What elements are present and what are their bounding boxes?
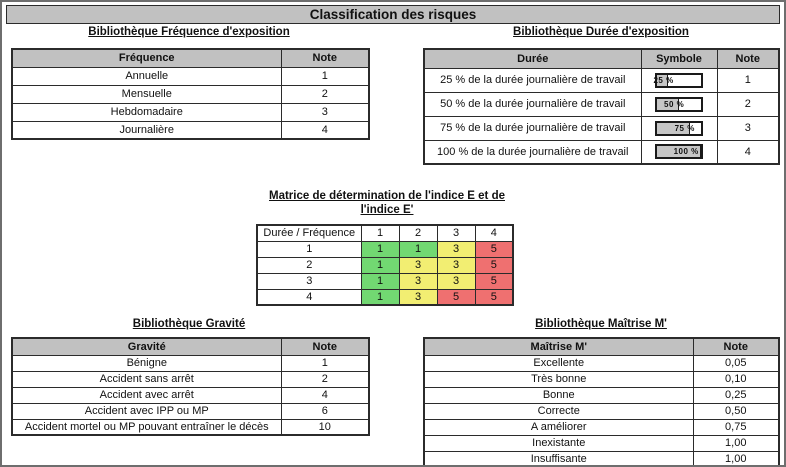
duree-label: 25 % de la durée journalière de travail (424, 68, 641, 92)
duree-label: 50 % de la durée journalière de travail (424, 92, 641, 116)
duration-symbol-25 (655, 73, 703, 88)
note-value: 0,75 (693, 419, 779, 435)
table-row (424, 403, 779, 419)
note-value: 3 (717, 116, 779, 140)
symbol-label: 25 % (653, 75, 674, 85)
maitrise-heading: Bibliothèque Maîtrise M' (535, 318, 667, 330)
table-row (257, 273, 513, 289)
maitrise-label: Correcte (424, 403, 693, 419)
maitrise-label: Très bonne (424, 371, 693, 387)
note-column-header: Note (693, 338, 779, 355)
note-value: 10 (281, 419, 369, 435)
note-value: 4 (281, 387, 369, 403)
note-value: 2 (281, 371, 369, 387)
table-row (424, 68, 779, 92)
header-row (424, 338, 779, 355)
duree-table (423, 48, 780, 165)
matrice-col-header: 3 (437, 225, 475, 241)
table-row (12, 103, 369, 121)
matrice-cell: 1 (361, 273, 399, 289)
table-row (12, 419, 369, 435)
maitrise-label: Bonne (424, 387, 693, 403)
duration-symbol-50 (655, 97, 703, 112)
matrice-heading-line2: l'indice E' (360, 204, 414, 216)
maitrise-column-header: Maîtrise M' (424, 338, 693, 355)
matrice-cell: 5 (475, 257, 513, 273)
matrice-cell: 3 (437, 241, 475, 257)
gravite-label: Accident mortel ou MP pouvant entraîner le décès (12, 419, 281, 435)
symbole-column-header: Symbole (641, 49, 717, 68)
matrice-cell: 1 (361, 241, 399, 257)
gravite-column-header: Gravité (12, 338, 281, 355)
table-row (12, 355, 369, 371)
header-row (257, 225, 513, 241)
note-value: 1 (281, 67, 369, 85)
matrice-cell: 3 (399, 273, 437, 289)
note-value: 4 (717, 140, 779, 164)
symbol-label: 50 % (664, 99, 685, 109)
matrice-cell: 5 (475, 241, 513, 257)
table-row (12, 121, 369, 139)
frequence-label: Annuelle (12, 67, 281, 85)
matrice-col-header: 4 (475, 225, 513, 241)
note-column-header: Note (717, 49, 779, 68)
table-row (12, 67, 369, 85)
matrice-row-label: 4 (257, 289, 361, 305)
table-row (424, 435, 779, 451)
frequence-column-header: Fréquence (12, 49, 281, 67)
note-value: 0,10 (693, 371, 779, 387)
gravite-label: Accident avec arrêt (12, 387, 281, 403)
note-column-header: Note (281, 49, 369, 67)
table-row (424, 355, 779, 371)
page-title: Classification des risques (6, 5, 780, 24)
matrice-cell: 5 (475, 273, 513, 289)
matrice-cell: 5 (437, 289, 475, 305)
symbol-label: 100 % (673, 147, 699, 157)
table-row (257, 257, 513, 273)
table-row (424, 140, 779, 164)
matrice-col-header: 1 (361, 225, 399, 241)
duree-heading: Bibliothèque Durée d'exposition (513, 26, 689, 38)
table-row (424, 371, 779, 387)
matrice-row-label: 3 (257, 273, 361, 289)
maitrise-table (423, 337, 780, 467)
frequence-label: Mensuelle (12, 85, 281, 103)
matrice-cell: 5 (475, 289, 513, 305)
gravite-label: Accident avec IPP ou MP (12, 403, 281, 419)
matrice-heading (232, 189, 542, 217)
matrice-cell: 3 (437, 273, 475, 289)
frequence-label: Hebdomadaire (12, 103, 281, 121)
note-value: 6 (281, 403, 369, 419)
matrice-cell: 1 (399, 241, 437, 257)
header-row (424, 49, 779, 68)
table-row (257, 241, 513, 257)
table-row (424, 387, 779, 403)
note-value: 2 (281, 85, 369, 103)
maitrise-label: A améliorer (424, 419, 693, 435)
header-row (12, 49, 369, 67)
gravite-label: Bénigne (12, 355, 281, 371)
symbol-label: 75 % (674, 123, 695, 133)
note-value: 1 (281, 355, 369, 371)
matrice-table (256, 224, 514, 306)
table-row (12, 387, 369, 403)
maitrise-label: Excellente (424, 355, 693, 371)
table-row (424, 451, 779, 467)
duree-label: 100 % de la durée journalière de travail (424, 140, 641, 164)
gravite-label: Accident sans arrêt (12, 371, 281, 387)
note-value: 0,50 (693, 403, 779, 419)
table-row (424, 92, 779, 116)
matrice-cell: 1 (361, 257, 399, 273)
table-row (257, 289, 513, 305)
note-value: 3 (281, 103, 369, 121)
matrice-col-header: 2 (399, 225, 437, 241)
frequence-heading: Bibliothèque Fréquence d'exposition (88, 26, 290, 38)
note-value: 1 (717, 68, 779, 92)
gravite-heading: Bibliothèque Gravité (132, 318, 246, 330)
matrice-cell: 1 (361, 289, 399, 305)
maitrise-label: Insuffisante (424, 451, 693, 467)
matrice-row-label: 1 (257, 241, 361, 257)
matrice-corner-label: Durée / Fréquence (257, 225, 361, 241)
duree-label: 75 % de la durée journalière de travail (424, 116, 641, 140)
table-row (12, 403, 369, 419)
gravite-table (11, 337, 370, 436)
duree-column-header: Durée (424, 49, 641, 68)
matrice-cell: 3 (399, 289, 437, 305)
note-value: 0,25 (693, 387, 779, 403)
note-column-header: Note (281, 338, 369, 355)
frequence-label: Journalière (12, 121, 281, 139)
matrice-row-label: 2 (257, 257, 361, 273)
note-value: 1,00 (693, 451, 779, 467)
note-value: 0,05 (693, 355, 779, 371)
note-value: 1,00 (693, 435, 779, 451)
note-value: 4 (281, 121, 369, 139)
duration-symbol-75 (655, 121, 703, 136)
table-row (12, 371, 369, 387)
matrice-cell: 3 (399, 257, 437, 273)
frequence-table (11, 48, 370, 140)
table-row (424, 419, 779, 435)
maitrise-label: Inexistante (424, 435, 693, 451)
matrice-cell: 3 (437, 257, 475, 273)
duration-symbol-100 (655, 144, 703, 159)
note-value: 2 (717, 92, 779, 116)
header-row (12, 338, 369, 355)
matrice-heading-line1: Matrice de détermination de l'indice E et de (269, 190, 505, 202)
table-row (12, 85, 369, 103)
table-row (424, 116, 779, 140)
